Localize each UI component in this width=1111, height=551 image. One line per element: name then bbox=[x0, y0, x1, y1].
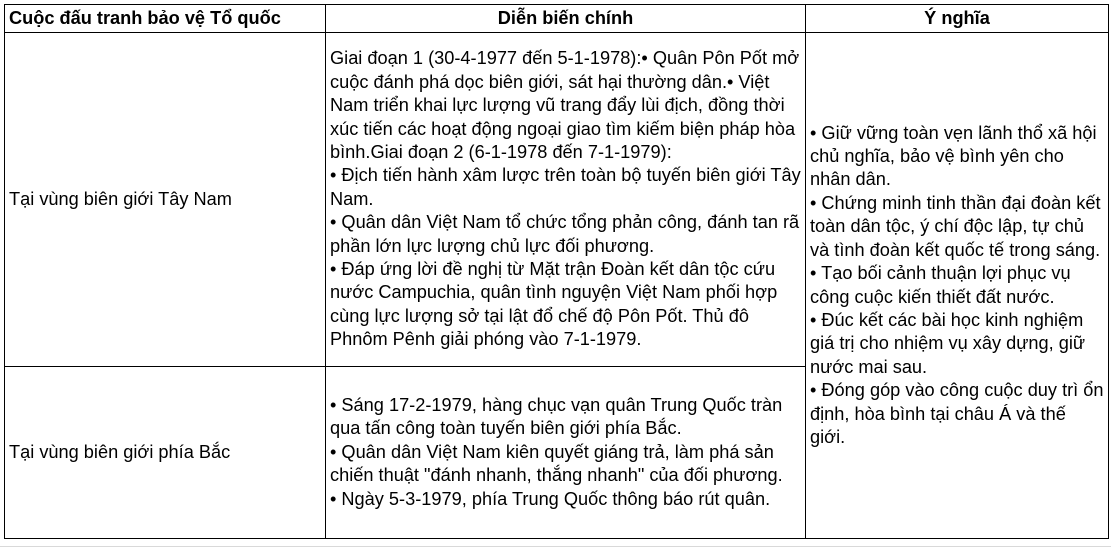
cell-region-north[interactable]: Tại vùng biên giới phía Bắc bbox=[5, 367, 326, 539]
cell-events-southwest[interactable] bbox=[326, 33, 806, 367]
cell-events-north[interactable] bbox=[326, 367, 806, 539]
event-text: • Địch tiến hành xâm lược trên toàn bộ tuyến biên giới Tây Nam. bbox=[330, 165, 801, 209]
header-row bbox=[5, 5, 1109, 33]
header-cell-significance[interactable]: Ý nghĩa bbox=[806, 5, 1109, 33]
header-cell-struggle[interactable]: Cuộc đấu tranh bảo vệ Tổ quốc bbox=[5, 5, 326, 33]
grid-divider bbox=[0, 546, 1111, 547]
significance-text: • Giữ vững toàn vẹn lãnh thổ xã hội chủ nghĩa, bảo vệ bình yên cho nhân dân. bbox=[810, 122, 1097, 190]
event-text: Giai đoạn 1 (30-4-1977 đến 5-1-1978):• Quân Pôn Pốt mở cuộc đánh phá dọc biên giới, sát hại thường dân.• Việt Nam triển khai lực lượng vũ trang đẩy lùi địch, đồng thời xúc tiến các hoạt động ngoại giao tìm kiếm biện pháp hòa bình.Giai đoạn 2 (6-1-1978 đến 7-1-1979): bbox=[330, 48, 800, 162]
event-text: • Quân dân Việt Nam tổ chức tổng phản công, đánh tan rã phần lớn lực lượng chủ lực đối phương. bbox=[330, 212, 800, 256]
event-text: • Quân dân Việt Nam kiên quyết giáng trả, làm phá sản chiến thuật "đánh nhanh, thắng nhanh" của đối phương. bbox=[330, 441, 783, 486]
table-row bbox=[5, 33, 1109, 367]
significance-text: • Đúc kết các bài học kinh nghiệm giá trị cho nhiệm vụ xây dựng, giữ nước mai sau. bbox=[810, 309, 1086, 377]
history-table bbox=[4, 4, 1109, 539]
cell-region-southwest[interactable]: Tại vùng biên giới Tây Nam bbox=[5, 33, 326, 367]
event-text: • Sáng 17-2-1979, hàng chục vạn quân Trung Quốc tràn qua tấn công toàn tuyến biên giới phía Bắc. bbox=[330, 394, 783, 439]
significance-text: • Đóng góp vào công cuộc duy trì ổn định, hòa bình tại châu Á và thế giới. bbox=[810, 380, 1104, 447]
event-text: • Đáp ứng lời đề nghị từ Mặt trận Đoàn kết dân tộc cứu nước Campuchia, quân tình nguyện Việt Nam phối hợp cùng lực lượng sở tại lật đổ chế độ Pôn Pốt. Thủ đô Phnôm Pênh giải phóng vào 7-1-1979. bbox=[330, 259, 778, 350]
cell-significance[interactable] bbox=[806, 33, 1109, 539]
significance-text: • Chứng minh tinh thần đại đoàn kết toàn dân tộc, ý chí độc lập, tự chủ và tình đoàn kết quốc tế trong sáng. bbox=[810, 192, 1101, 260]
significance-text: • Tạo bối cảnh thuận lợi phục vụ công cuộc kiến thiết đất nước. bbox=[810, 263, 1071, 307]
header-cell-main-events[interactable]: Diễn biến chính bbox=[326, 5, 806, 33]
event-text: • Ngày 5-3-1979, phía Trung Quốc thông báo rút quân. bbox=[330, 488, 771, 509]
